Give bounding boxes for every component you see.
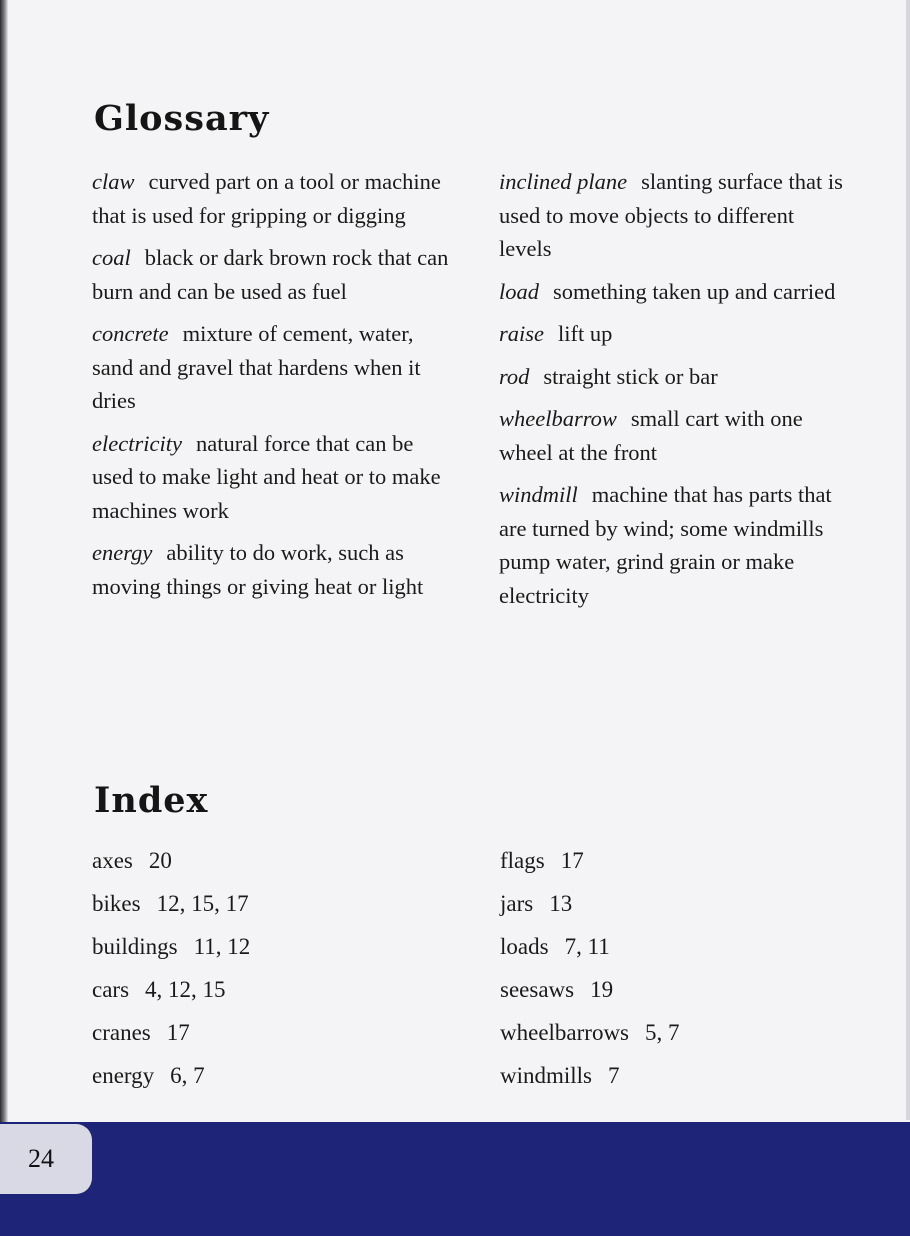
glossary-column-left — [92, 165, 452, 612]
index-pages: 5, 7 — [645, 1020, 680, 1045]
index-column-right — [500, 844, 860, 1102]
index-entry — [92, 1016, 452, 1059]
index-pages: 13 — [549, 891, 573, 916]
glossary-entry — [92, 536, 452, 603]
index-pages: 4, 12, 15 — [145, 977, 226, 1002]
index-pages: 17 — [560, 848, 584, 873]
index-entry — [92, 930, 452, 973]
glossary-definition: small cart with one wheel at the front — [499, 406, 803, 465]
glossary-definition: straight stick or bar — [543, 363, 718, 389]
glossary-definition: lift up — [558, 321, 613, 346]
index-entry — [92, 844, 452, 887]
glossary-definition: something taken up and carried — [553, 278, 836, 304]
glossary-definition: black or dark brown rock that can burn and can be used as fuel — [92, 245, 449, 304]
index-word: energy — [92, 1063, 155, 1088]
glossary-definition: machine that has parts that are turned by wind; some windmills pump water, grind grain or make electricity — [499, 482, 832, 608]
page-edge — [0, 0, 8, 1236]
index-entry — [500, 973, 860, 1016]
glossary-definition: curved part on a tool or machine that is used for gripping or digging — [92, 169, 441, 228]
index-column-left — [92, 844, 452, 1102]
glossary-entry — [499, 165, 849, 266]
index-pages: 17 — [166, 1020, 190, 1045]
index-entry — [92, 1059, 452, 1102]
index-word: flags — [500, 848, 545, 873]
glossary-column-right — [499, 165, 849, 621]
page-number-tab — [0, 1124, 92, 1194]
glossary-definition: slanting surface that is used to move objects to different levels — [499, 169, 843, 261]
page-number: 24 — [28, 1144, 54, 1173]
index-pages: 19 — [590, 977, 614, 1002]
glossary-term: claw — [92, 169, 135, 194]
footer-band — [0, 1122, 910, 1236]
glossary-entry — [92, 165, 452, 232]
glossary-term: windmill — [499, 482, 578, 507]
glossary-heading: Glossary — [94, 98, 270, 139]
index-word: axes — [92, 848, 133, 873]
index-pages: 20 — [148, 848, 172, 873]
index-word: loads — [500, 934, 549, 959]
index-word: wheelbarrows — [500, 1020, 630, 1045]
index-pages: 11, 12 — [193, 934, 251, 959]
index-entry — [500, 844, 860, 887]
index-pages: 12, 15, 17 — [156, 891, 249, 916]
index-entry — [500, 930, 860, 973]
glossary-definition: mixture of cement, water, sand and gravel that hardens when it dries — [92, 321, 421, 413]
index-entry — [500, 1059, 860, 1102]
glossary-term: electricity — [92, 430, 182, 456]
page-edge — [906, 0, 910, 1120]
index-word: bikes — [92, 891, 141, 916]
index-entry — [500, 1016, 860, 1059]
glossary-entry — [92, 317, 452, 418]
glossary-term: load — [499, 278, 540, 304]
glossary-definition: ability to do work, such as moving things or giving heat or light — [92, 540, 424, 599]
glossary-term: raise — [499, 321, 544, 346]
index-word: windmills — [500, 1063, 593, 1088]
glossary-entry — [499, 478, 849, 612]
glossary-entry — [499, 275, 849, 309]
index-word: cranes — [92, 1020, 151, 1045]
glossary-definition: natural force that can be used to make light and heat or to make machines work — [92, 430, 441, 523]
glossary-entry — [499, 360, 849, 394]
glossary-entry — [92, 241, 452, 308]
index-entry — [92, 973, 452, 1016]
glossary-entry — [499, 402, 849, 469]
glossary-entry — [92, 427, 452, 528]
glossary-term: rod — [499, 363, 530, 389]
glossary-entry — [499, 317, 849, 351]
index-entry — [92, 887, 452, 930]
index-word: seesaws — [500, 977, 575, 1002]
glossary-term: inclined plane — [499, 169, 628, 194]
index-word: buildings — [92, 934, 178, 959]
index-pages: 6, 7 — [170, 1063, 205, 1088]
glossary-term: energy — [92, 540, 153, 565]
glossary-term: concrete — [92, 321, 169, 346]
glossary-term: coal — [92, 245, 131, 270]
index-word: jars — [500, 891, 534, 916]
index-pages: 7 — [608, 1063, 620, 1088]
index-heading: Index — [94, 780, 209, 821]
index-entry — [500, 887, 860, 930]
glossary-term: wheelbarrow — [499, 406, 617, 431]
index-word: cars — [92, 977, 130, 1002]
index-pages: 7, 11 — [564, 934, 610, 959]
